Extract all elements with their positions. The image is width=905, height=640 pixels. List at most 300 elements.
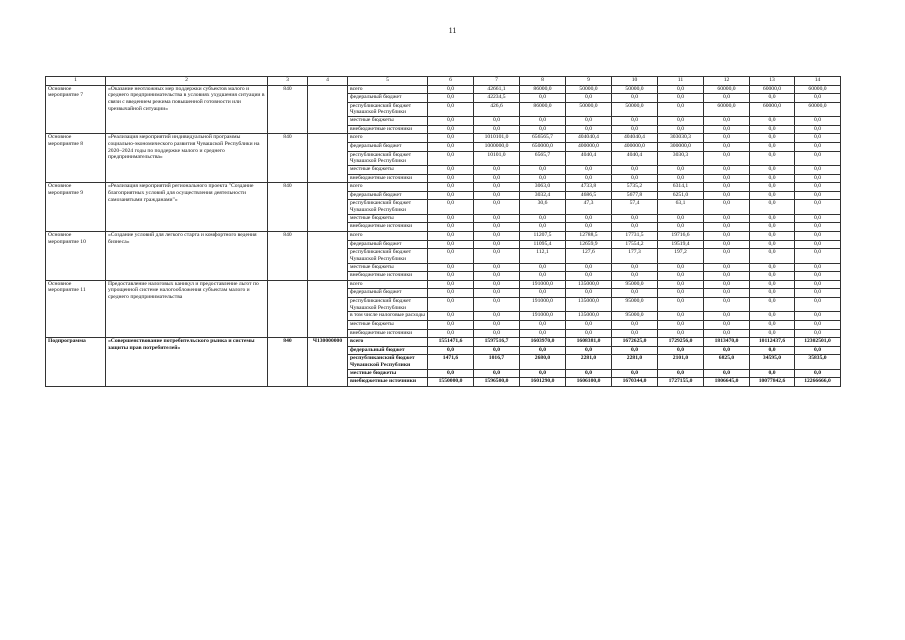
amount-cell: 1551471,6 (428, 338, 474, 347)
amount-cell: 0,0 (750, 346, 795, 355)
table-row (46, 338, 841, 347)
amount-cell: 0,0 (750, 289, 795, 298)
amount-cell: 1727155,0 (658, 378, 704, 387)
amount-cell: 1606100,0 (566, 378, 612, 387)
table-row (46, 231, 841, 240)
amount-cell: 0,0 (520, 125, 566, 134)
amount-cell: 60000,0 (750, 102, 795, 116)
amount-cell: 0,0 (795, 312, 841, 321)
target-article-code (308, 134, 348, 183)
amount-cell: 0,0 (428, 125, 474, 134)
funding-source: внебюджетные источники (348, 272, 428, 281)
amount-cell: 0,0 (474, 200, 520, 214)
amount-cell: 63,1 (658, 200, 704, 214)
amount-cell: 0,0 (612, 94, 658, 103)
amount-cell: 0,0 (795, 125, 841, 134)
amount-cell: 197,2 (658, 249, 704, 263)
amount-cell: 50000,0 (612, 102, 658, 116)
amount-cell: 0,0 (750, 223, 795, 232)
header-cell-9: 9 (566, 77, 612, 86)
amount-cell: 0,0 (658, 263, 704, 272)
amount-cell: 1813470,0 (704, 338, 750, 347)
amount-cell: 0,0 (795, 231, 841, 240)
amount-cell: 0,0 (428, 249, 474, 263)
amount-cell: 10077842,6 (750, 378, 795, 387)
funding-source: республиканский бюджет Чувашской Республики (348, 297, 428, 311)
amount-cell: 0,0 (658, 312, 704, 321)
amount-cell: 191000,0 (520, 280, 566, 289)
amount-cell: 6825,0 (704, 355, 750, 369)
amount-cell: 0,0 (658, 272, 704, 281)
amount-cell: 0,0 (428, 94, 474, 103)
measure-description: «Реализация мероприятий регионального проекта "Создание благоприятных условий для осуществления деятельности самозанятыми гражданами"» (106, 183, 268, 232)
amount-cell: 60000,0 (750, 85, 795, 94)
amount-cell: 0,0 (750, 249, 795, 263)
amount-cell: 0,0 (520, 214, 566, 223)
amount-cell: 0,0 (750, 272, 795, 281)
header-row (46, 77, 841, 86)
amount-cell: 2101,0 (658, 355, 704, 369)
amount-cell: 0,0 (428, 142, 474, 151)
amount-cell: 0,0 (474, 174, 520, 183)
amount-cell: 0,0 (658, 329, 704, 338)
funding-source: республиканский бюджет Чувашской Республики (348, 151, 428, 165)
amount-cell: 0,0 (566, 272, 612, 281)
amount-cell: 10112437,6 (750, 338, 795, 347)
amount-cell: 17731,5 (612, 231, 658, 240)
amount-cell: 303030,3 (658, 134, 704, 143)
amount-cell: 0,0 (428, 183, 474, 192)
measure-description: «Создание условий для легкого старта и комфортного ведения бизнеса» (106, 231, 268, 280)
header-cell-5: 5 (348, 77, 428, 86)
amount-cell: 0,0 (474, 289, 520, 298)
grbs-code: 840 (268, 85, 308, 134)
amount-cell: 0,0 (474, 320, 520, 329)
funding-source: республиканский бюджет Чувашской Республики (348, 102, 428, 116)
amount-cell: 0,0 (795, 320, 841, 329)
amount-cell: 135000,0 (566, 297, 612, 311)
amount-cell: 1608381,0 (566, 338, 612, 347)
amount-cell: 0,0 (474, 297, 520, 311)
amount-cell: 0,0 (750, 329, 795, 338)
amount-cell: 0,0 (566, 289, 612, 298)
amount-cell: 0,0 (750, 263, 795, 272)
amount-cell: 1596500,0 (474, 378, 520, 387)
amount-cell: 95000,0 (612, 297, 658, 311)
amount-cell: 0,0 (474, 231, 520, 240)
amount-cell: 0,0 (428, 312, 474, 321)
amount-cell: 86000,0 (520, 85, 566, 94)
amount-cell: 400000,0 (612, 142, 658, 151)
amount-cell: 0,0 (750, 297, 795, 311)
amount-cell: 0,0 (658, 297, 704, 311)
amount-cell: 0,0 (795, 240, 841, 249)
amount-cell: 1601290,0 (520, 378, 566, 387)
amount-cell: 0,0 (474, 280, 520, 289)
amount-cell: 135000,0 (566, 312, 612, 321)
amount-cell: 0,0 (428, 289, 474, 298)
target-article-code (308, 231, 348, 280)
amount-cell: 0,0 (704, 369, 750, 378)
amount-cell: 0,0 (704, 174, 750, 183)
amount-cell: 0,0 (474, 183, 520, 192)
header-cell-7: 7 (474, 77, 520, 86)
amount-cell: 0,0 (612, 263, 658, 272)
amount-cell: 0,0 (428, 297, 474, 311)
amount-cell: 0,0 (658, 85, 704, 94)
amount-cell: 0,0 (566, 125, 612, 134)
funding-source: федеральный бюджет (348, 346, 428, 355)
amount-cell: 0,0 (795, 280, 841, 289)
amount-cell: 0,0 (795, 151, 841, 165)
amount-cell: 0,0 (795, 214, 841, 223)
budget-table (45, 76, 841, 387)
amount-cell: 1806645,0 (704, 378, 750, 387)
amount-cell: 1597516,7 (474, 338, 520, 347)
funding-source: местные бюджеты (348, 369, 428, 378)
amount-cell: 0,0 (474, 214, 520, 223)
amount-cell: 0,0 (428, 231, 474, 240)
table-row (46, 134, 841, 143)
amount-cell: 300000,0 (658, 142, 704, 151)
amount-cell: 0,0 (474, 240, 520, 249)
amount-cell: 47,3 (566, 200, 612, 214)
amount-cell: 12788,5 (566, 231, 612, 240)
amount-cell: 0,0 (704, 280, 750, 289)
amount-cell: 0,0 (795, 94, 841, 103)
amount-cell: 0,0 (474, 191, 520, 200)
amount-cell: 0,0 (704, 214, 750, 223)
amount-cell: 60000,0 (795, 102, 841, 116)
amount-cell: 0,0 (428, 85, 474, 94)
amount-cell: 19716,6 (658, 231, 704, 240)
amount-cell: 0,0 (520, 369, 566, 378)
header-cell-1: 1 (46, 77, 106, 86)
amount-cell: 0,0 (704, 231, 750, 240)
grbs-code: 840 (268, 183, 308, 232)
amount-cell: 0,0 (566, 329, 612, 338)
amount-cell: 0,0 (474, 263, 520, 272)
amount-cell: 2281,0 (612, 355, 658, 369)
grbs-code: 840 (268, 231, 308, 280)
amount-cell: 35835,0 (795, 355, 841, 369)
measure-name: Основное мероприятие 8 (46, 134, 106, 183)
measure-name: Основное мероприятие 9 (46, 183, 106, 232)
amount-cell: 0,0 (520, 223, 566, 232)
amount-cell: 0,0 (612, 346, 658, 355)
amount-cell: 0,0 (704, 165, 750, 174)
amount-cell: 0,0 (658, 346, 704, 355)
amount-cell: 0,0 (428, 165, 474, 174)
amount-cell: 0,0 (750, 231, 795, 240)
header-cell-12: 12 (704, 77, 750, 86)
amount-cell: 0,0 (428, 102, 474, 116)
amount-cell: 0,0 (428, 214, 474, 223)
amount-cell: 5677,8 (612, 191, 658, 200)
measure-name: Основное мероприятие 11 (46, 280, 106, 337)
amount-cell: 127,6 (566, 249, 612, 263)
funding-source: местные бюджеты (348, 263, 428, 272)
grbs-code: 840 (268, 134, 308, 183)
amount-cell: 0,0 (612, 223, 658, 232)
amount-cell: 177,3 (612, 249, 658, 263)
amount-cell: 0,0 (566, 94, 612, 103)
amount-cell: 0,0 (474, 249, 520, 263)
amount-cell: 0,0 (750, 240, 795, 249)
amount-cell: 95000,0 (612, 312, 658, 321)
amount-cell: 3030,3 (658, 151, 704, 165)
amount-cell: 0,0 (704, 320, 750, 329)
amount-cell: 1729256,0 (658, 338, 704, 347)
amount-cell: 0,0 (795, 263, 841, 272)
amount-cell: 0,0 (474, 312, 520, 321)
amount-cell: 0,0 (566, 369, 612, 378)
amount-cell: 0,0 (566, 223, 612, 232)
amount-cell: 0,0 (750, 134, 795, 143)
header-cell-4: 4 (308, 77, 348, 86)
amount-cell: 0,0 (658, 369, 704, 378)
target-article-code (308, 183, 348, 232)
amount-cell: 0,0 (428, 280, 474, 289)
amount-cell: 0,0 (566, 165, 612, 174)
funding-source: всего (348, 183, 428, 192)
amount-cell: 426,6 (474, 102, 520, 116)
measure-name: Основное мероприятие 10 (46, 231, 106, 280)
amount-cell: 2281,0 (566, 355, 612, 369)
amount-cell: 0,0 (750, 125, 795, 134)
amount-cell: 0,0 (474, 369, 520, 378)
amount-cell: 0,0 (795, 369, 841, 378)
funding-source: местные бюджеты (348, 117, 428, 126)
amount-cell: 135000,0 (566, 280, 612, 289)
amount-cell: 34595,0 (750, 355, 795, 369)
amount-cell: 0,0 (612, 289, 658, 298)
amount-cell: 0,0 (795, 200, 841, 214)
funding-source: местные бюджеты (348, 165, 428, 174)
amount-cell: 404040,4 (612, 134, 658, 143)
amount-cell: 0,0 (612, 214, 658, 223)
amount-cell: 0,0 (658, 320, 704, 329)
table-row (46, 183, 841, 192)
measure-name: Основное мероприятие 7 (46, 85, 106, 134)
funding-source: всего (348, 85, 428, 94)
amount-cell: 404040,4 (566, 134, 612, 143)
amount-cell: 0,0 (658, 289, 704, 298)
amount-cell: 0,0 (428, 263, 474, 272)
amount-cell: 1670344,0 (612, 378, 658, 387)
amount-cell: 0,0 (750, 312, 795, 321)
amount-cell: 0,0 (704, 117, 750, 126)
amount-cell: 0,0 (474, 125, 520, 134)
amount-cell: 0,0 (658, 174, 704, 183)
amount-cell: 0,0 (520, 174, 566, 183)
amount-cell: 0,0 (474, 329, 520, 338)
amount-cell: 0,0 (474, 117, 520, 126)
amount-cell: 4733,8 (566, 183, 612, 192)
page-number: 11 (448, 26, 457, 35)
amount-cell: 0,0 (750, 165, 795, 174)
amount-cell: 6314,1 (658, 183, 704, 192)
amount-cell: 0,0 (428, 191, 474, 200)
header-cell-8: 8 (520, 77, 566, 86)
amount-cell: 0,0 (795, 191, 841, 200)
amount-cell: 0,0 (612, 320, 658, 329)
amount-cell: 191000,0 (520, 297, 566, 311)
amount-cell: 0,0 (704, 329, 750, 338)
amount-cell: 0,0 (658, 214, 704, 223)
amount-cell: 0,0 (704, 249, 750, 263)
amount-cell: 0,0 (704, 272, 750, 281)
amount-cell: 0,0 (704, 134, 750, 143)
amount-cell: 0,0 (704, 151, 750, 165)
amount-cell: 0,0 (566, 346, 612, 355)
amount-cell: 0,0 (704, 240, 750, 249)
amount-cell: 0,0 (795, 117, 841, 126)
header-cell-3: 3 (268, 77, 308, 86)
amount-cell: 0,0 (658, 165, 704, 174)
amount-cell: 0,0 (612, 329, 658, 338)
amount-cell: 0,0 (704, 346, 750, 355)
amount-cell: 0,0 (704, 312, 750, 321)
funding-source: федеральный бюджет (348, 94, 428, 103)
amount-cell: 650000,0 (520, 142, 566, 151)
header-cell-2: 2 (106, 77, 268, 86)
amount-cell: 17554,2 (612, 240, 658, 249)
funding-source: внебюджетные источники (348, 223, 428, 232)
funding-source: всего (348, 280, 428, 289)
amount-cell: 0,0 (750, 117, 795, 126)
amount-cell: 0,0 (704, 142, 750, 151)
target-article-code (308, 280, 348, 337)
amount-cell: 0,0 (750, 320, 795, 329)
measure-description: «Совершенствование потребительского рынка и системы защиты прав потребителей» (106, 338, 268, 387)
amount-cell: 0,0 (428, 223, 474, 232)
amount-cell: 10101,0 (474, 151, 520, 165)
amount-cell: 42661,1 (474, 85, 520, 94)
target-article-code (308, 85, 348, 134)
amount-cell: 57,4 (612, 200, 658, 214)
amount-cell: 0,0 (795, 134, 841, 143)
amount-cell: 6565,7 (520, 151, 566, 165)
amount-cell: 0,0 (612, 369, 658, 378)
amount-cell: 50000,0 (566, 102, 612, 116)
amount-cell: 0,0 (658, 125, 704, 134)
funding-source: всего (348, 134, 428, 143)
amount-cell: 0,0 (750, 369, 795, 378)
amount-cell: 4686,5 (566, 191, 612, 200)
amount-cell: 12266666,0 (795, 378, 841, 387)
amount-cell: 1672625,0 (612, 338, 658, 347)
amount-cell: 0,0 (704, 94, 750, 103)
grbs-code: 840 (268, 338, 308, 387)
amount-cell: 19519,4 (658, 240, 704, 249)
funding-source: республиканский бюджет Чувашской Республики (348, 249, 428, 263)
amount-cell: 0,0 (520, 94, 566, 103)
funding-source: всего (348, 231, 428, 240)
amount-cell: 0,0 (658, 117, 704, 126)
header-cell-14: 14 (795, 77, 841, 86)
funding-source: федеральный бюджет (348, 142, 428, 151)
amount-cell: 0,0 (428, 134, 474, 143)
amount-cell: 0,0 (428, 117, 474, 126)
amount-cell: 0,0 (520, 272, 566, 281)
header-cell-13: 13 (750, 77, 795, 86)
amount-cell: 0,0 (795, 165, 841, 174)
amount-cell: 0,0 (520, 289, 566, 298)
amount-cell: 50000,0 (612, 85, 658, 94)
amount-cell: 0,0 (428, 369, 474, 378)
table-row (46, 85, 841, 94)
amount-cell: 0,0 (795, 272, 841, 281)
funding-source: внебюджетные источники (348, 174, 428, 183)
amount-cell: 0,0 (612, 174, 658, 183)
amount-cell: 0,0 (566, 320, 612, 329)
amount-cell: 12302501,0 (795, 338, 841, 347)
amount-cell: 4040,4 (566, 151, 612, 165)
amount-cell: 1000000,0 (474, 142, 520, 151)
amount-cell: 0,0 (474, 272, 520, 281)
amount-cell: 0,0 (795, 174, 841, 183)
amount-cell: 11095,4 (520, 240, 566, 249)
amount-cell: 0,0 (428, 240, 474, 249)
funding-source: внебюджетные источники (348, 329, 428, 338)
amount-cell: 0,0 (428, 346, 474, 355)
amount-cell: 0,0 (474, 165, 520, 174)
funding-source: внебюджетные источники (348, 378, 428, 387)
amount-cell: 0,0 (566, 214, 612, 223)
amount-cell: 0,0 (658, 94, 704, 103)
amount-cell: 0,0 (795, 289, 841, 298)
amount-cell: 6251,0 (658, 191, 704, 200)
funding-source: в том числе налоговые расходы (348, 312, 428, 321)
amount-cell: 0,0 (704, 191, 750, 200)
amount-cell: 191000,0 (520, 312, 566, 321)
amount-cell: 0,0 (704, 289, 750, 298)
amount-cell: 0,0 (520, 263, 566, 272)
amount-cell: 0,0 (658, 102, 704, 116)
amount-cell: 0,0 (795, 183, 841, 192)
amount-cell: 0,0 (428, 320, 474, 329)
funding-source: всего (348, 338, 428, 347)
amount-cell: 0,0 (612, 272, 658, 281)
amount-cell: 0,0 (428, 200, 474, 214)
amount-cell: 0,0 (795, 142, 841, 151)
amount-cell: 0,0 (750, 214, 795, 223)
amount-cell: 1603970,0 (520, 338, 566, 347)
amount-cell: 0,0 (750, 142, 795, 151)
amount-cell: 5735,2 (612, 183, 658, 192)
amount-cell: 50000,0 (566, 85, 612, 94)
table-row (46, 280, 841, 289)
amount-cell: 0,0 (428, 329, 474, 338)
amount-cell: 400000,0 (566, 142, 612, 151)
amount-cell: 4040,4 (612, 151, 658, 165)
funding-source: республиканский бюджет Чувашской Республики (348, 200, 428, 214)
amount-cell: 0,0 (704, 183, 750, 192)
amount-cell: 0,0 (658, 223, 704, 232)
amount-cell: 1016,7 (474, 355, 520, 369)
amount-cell: 0,0 (520, 346, 566, 355)
amount-cell: 112,1 (520, 249, 566, 263)
amount-cell: 30,6 (520, 200, 566, 214)
amount-cell: 0,0 (566, 117, 612, 126)
amount-cell: 0,0 (704, 223, 750, 232)
amount-cell: 0,0 (795, 249, 841, 263)
funding-source: местные бюджеты (348, 214, 428, 223)
amount-cell: 0,0 (795, 297, 841, 311)
amount-cell: 0,0 (750, 151, 795, 165)
amount-cell: 0,0 (520, 329, 566, 338)
